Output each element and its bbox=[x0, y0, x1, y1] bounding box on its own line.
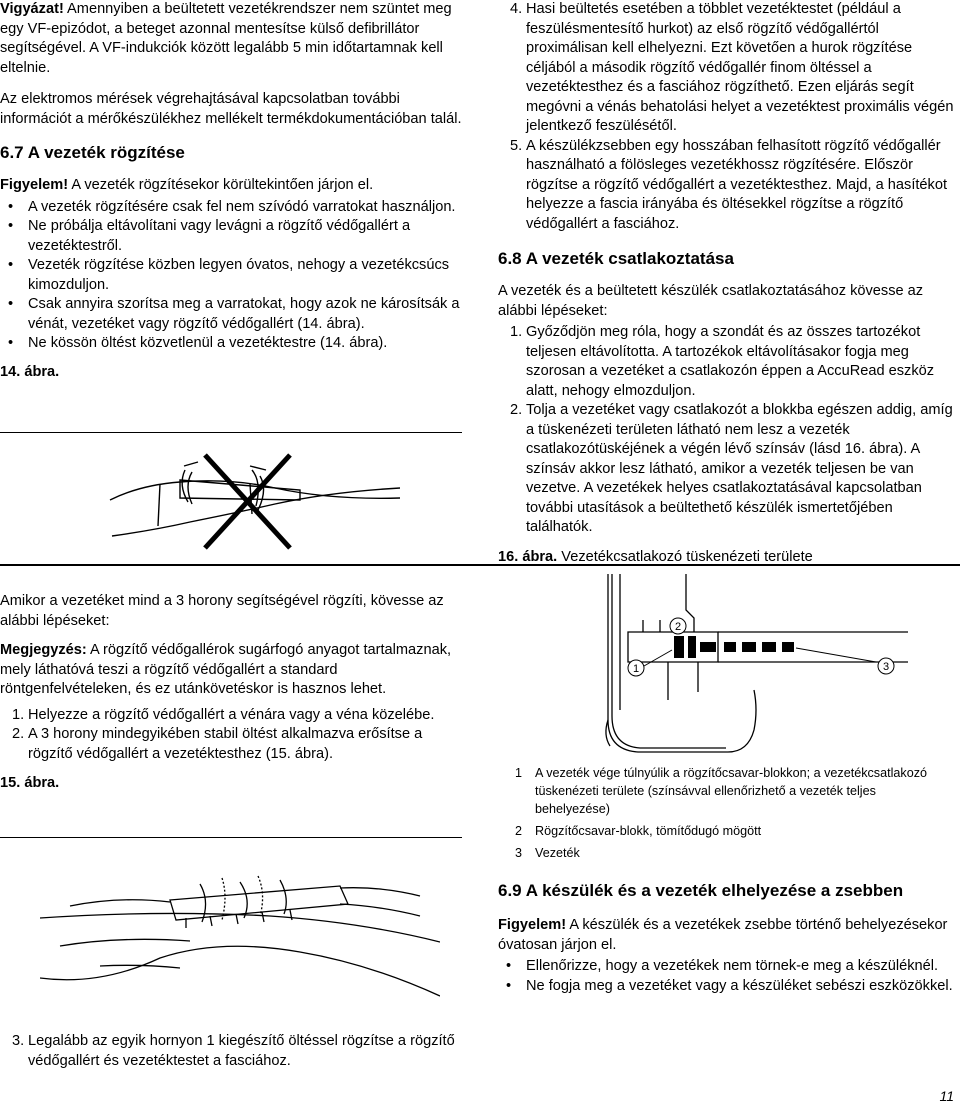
callout-1-number: 1 bbox=[632, 663, 640, 675]
fixation-steps bbox=[0, 706, 462, 765]
measurement-info-paragraph: Az elektromos mérések végrehajtásával kapcsolatban további információt a mérőkészülékhez mellékelt termékdokumentációban talál. bbox=[0, 91, 462, 127]
figure-14-label: 14. ábra. bbox=[0, 363, 60, 380]
caution-text: Amennyiben a beültetett vezetékrendszer nem szüntet meg egy VF-epizódot, a beteget azonnal mentesítse külső defibrillátor segítségével. A VF-indukciók között legalább 5 min időtartamnak kell eltelnie. bbox=[0, 1, 452, 76]
list-item: • Vezeték rögzítése közben legyen óvatos, nehogy a vezetékcsúcs kimozduljon. bbox=[8, 257, 450, 293]
page-number: 11 bbox=[939, 1088, 954, 1104]
right-column-bottom bbox=[498, 880, 960, 996]
pocket-attention-label: Figyelem! bbox=[498, 917, 567, 933]
note-label: Megjegyzés: bbox=[0, 642, 87, 658]
pocket-attention-paragraph bbox=[498, 916, 960, 955]
section-heading-6-7: 6.7 A vezeték rögzítése bbox=[0, 143, 185, 162]
list-item: 1. Helyezze a rögzítő védőgallért a vénára vagy a véna közelébe. bbox=[12, 706, 435, 723]
figure-16-title: Vezetékcsatlakozó tüskenézeti területe bbox=[557, 548, 813, 565]
note-text: A rögzítő védőgallérok sugárfogó anyagot tartalmaznak, mely láthatóvá teszi a rögzítő védőgallért a standard röntgenfelvételeken, és ez utánkövetéskor is hasznos lehet. bbox=[0, 642, 452, 697]
connection-steps bbox=[498, 323, 960, 538]
attention-text: A vezeték rögzítésekor körültekintően járjon el. bbox=[68, 177, 374, 193]
list-item: 3. Legalább az egyik hornyon 1 kiegészítő öltéssel rögzítse a rögzítő védőgallért és vezetéktestet a fasciához. bbox=[12, 1033, 455, 1069]
list-item: • A vezeték rögzítésére csak fel nem szívódó varratokat használjon. bbox=[8, 198, 456, 215]
left-column-top bbox=[0, 0, 462, 382]
figure-14-top-rule bbox=[0, 432, 462, 433]
connection-intro: A vezeték és a beültetett készülék csatlakoztatásához kövesse az alábbi lépéseket: bbox=[498, 283, 924, 319]
figure-15-illustration bbox=[40, 846, 440, 1014]
list-item: 1. Győződjön meg róla, hogy a szondát és az összes tartozékot teljesen eltávolította. A tartozékok eltávolításakor fogja meg szorosan a vezetéket a csatlakozón éppen a AccuRead eszköz alatt, nehogy elmozduljon. bbox=[510, 324, 935, 399]
figure-14-illustration bbox=[100, 440, 430, 560]
caution-label: Vigyázat! bbox=[0, 1, 64, 17]
figure-15-top-rule bbox=[0, 837, 462, 838]
figure-16-label: 16. ábra. bbox=[498, 548, 558, 565]
abdominal-steps bbox=[498, 0, 960, 234]
list-item: • Ne próbálja eltávolítani vagy levágni a rögzítő védőgallért a vezetéktestről. bbox=[8, 218, 411, 254]
note-paragraph bbox=[0, 641, 462, 700]
list-item: • Csak annyira szorítsa meg a varratokat, hogy azok ne károsítsák a vénát, vezetéket vagy rögzítő védőgallért (14. ábra). bbox=[8, 296, 460, 332]
left-column-bottom bbox=[0, 592, 462, 794]
right-column-top bbox=[498, 0, 960, 567]
suture-bullet-list bbox=[0, 198, 462, 354]
step-3-block bbox=[0, 1032, 462, 1071]
legend-item: 2 Rögzítőcsavar-blokk, tömítődugó mögött bbox=[515, 824, 762, 838]
pocket-bullet-list bbox=[498, 957, 960, 996]
legend-item: 1 A vezeték vége túlnyúlik a rögzítőcsavar-blokkon; a vezetékcsatlakozó tüskenézeti területe (színsávval ellenőrizhető a vezeték teljes behelyezése) bbox=[515, 766, 928, 816]
list-item: • Ne kössön öltést közvetlenül a vezetéktestre (14. ábra). bbox=[8, 335, 388, 351]
attention-paragraph bbox=[0, 176, 462, 196]
list-item: • Ne fogja meg a vezetéket vagy a készüléket sebészi eszközökkel. bbox=[506, 977, 953, 994]
callout-2-number: 2 bbox=[674, 621, 682, 633]
section-heading-6-9: 6.9 A készülék és a vezeték elhelyezése a zsebben bbox=[498, 881, 904, 900]
figure-15-label: 15. ábra. bbox=[0, 775, 60, 791]
caution-paragraph bbox=[0, 0, 462, 78]
list-item: 2. Tolja a vezetéket vagy csatlakozót a blokkba egészen addig, amíg a tüskenézeti területen látható nem lesz a vezeték csatlakozótüskéjének a végén lévő színsáv (lásd 16. ábra). A színsáv akkor lesz látható, amikor a vezeték teljesen be van vezetve. A vezetékek helyes csatlakoztatásával kapcsolatban további utasítások a beültethető készülék ismertetőjében találhatók. bbox=[510, 402, 953, 535]
figure-16-caption bbox=[498, 548, 960, 568]
section-heading-6-8: 6.8 A vezeték csatlakoztatása bbox=[498, 249, 734, 268]
procedure-intro: Amikor a vezetéket mind a 3 horony segítségével rögzíti, kövesse az alábbi lépéseket: bbox=[0, 593, 444, 629]
pocket-attention-text: A készülék és a vezetékek zsebbe történő behelyezésekor óvatosan járjon el. bbox=[498, 917, 948, 953]
list-item: 2. A 3 horony mindegyikében stabil öltést alkalmazva erősítse a rögzítő védőgallért a vezetéktesthez (15. ábra). bbox=[12, 726, 423, 762]
list-item: 5. A készülékzsebben egy hosszában felhasított rögzítő védőgallér használható a fölösleges vezetékhossz rögzítésére. Először rögzítse a rögzítő védőgallért a vezetéktesthez. Majd, a hasítékot helyezze a fascia irányába és öltésekkel rögzítse a rögzítő védőgallért a fasciához. bbox=[510, 137, 948, 232]
callout-3-number: 3 bbox=[882, 661, 890, 673]
figure-16-legend bbox=[513, 764, 953, 862]
legend-item: 3 Vezeték bbox=[515, 846, 580, 860]
figure-16-illustration bbox=[568, 570, 908, 756]
attention-label: Figyelem! bbox=[0, 177, 69, 193]
list-item: • Ellenőrizze, hogy a vezetékek nem törnek-e meg a készüléknél. bbox=[506, 958, 939, 974]
list-item: 4. Hasi beültetés esetében a többlet vezetéktestet (például a feszülésmentesítő hurkot) az első rögzítő védőgallértól proximálisan kell elhelyezni. Ezt követően a hurok rögzítése céljából a második rögzítő védőgallér finom öltéssel a vezetéktesthez és a fasciához rögzíthető. Ezen eljárás segít megóvni a vénás behatolási helyet a vezetéktest proximális végén jelentkező feszülésétől. bbox=[510, 1, 954, 134]
